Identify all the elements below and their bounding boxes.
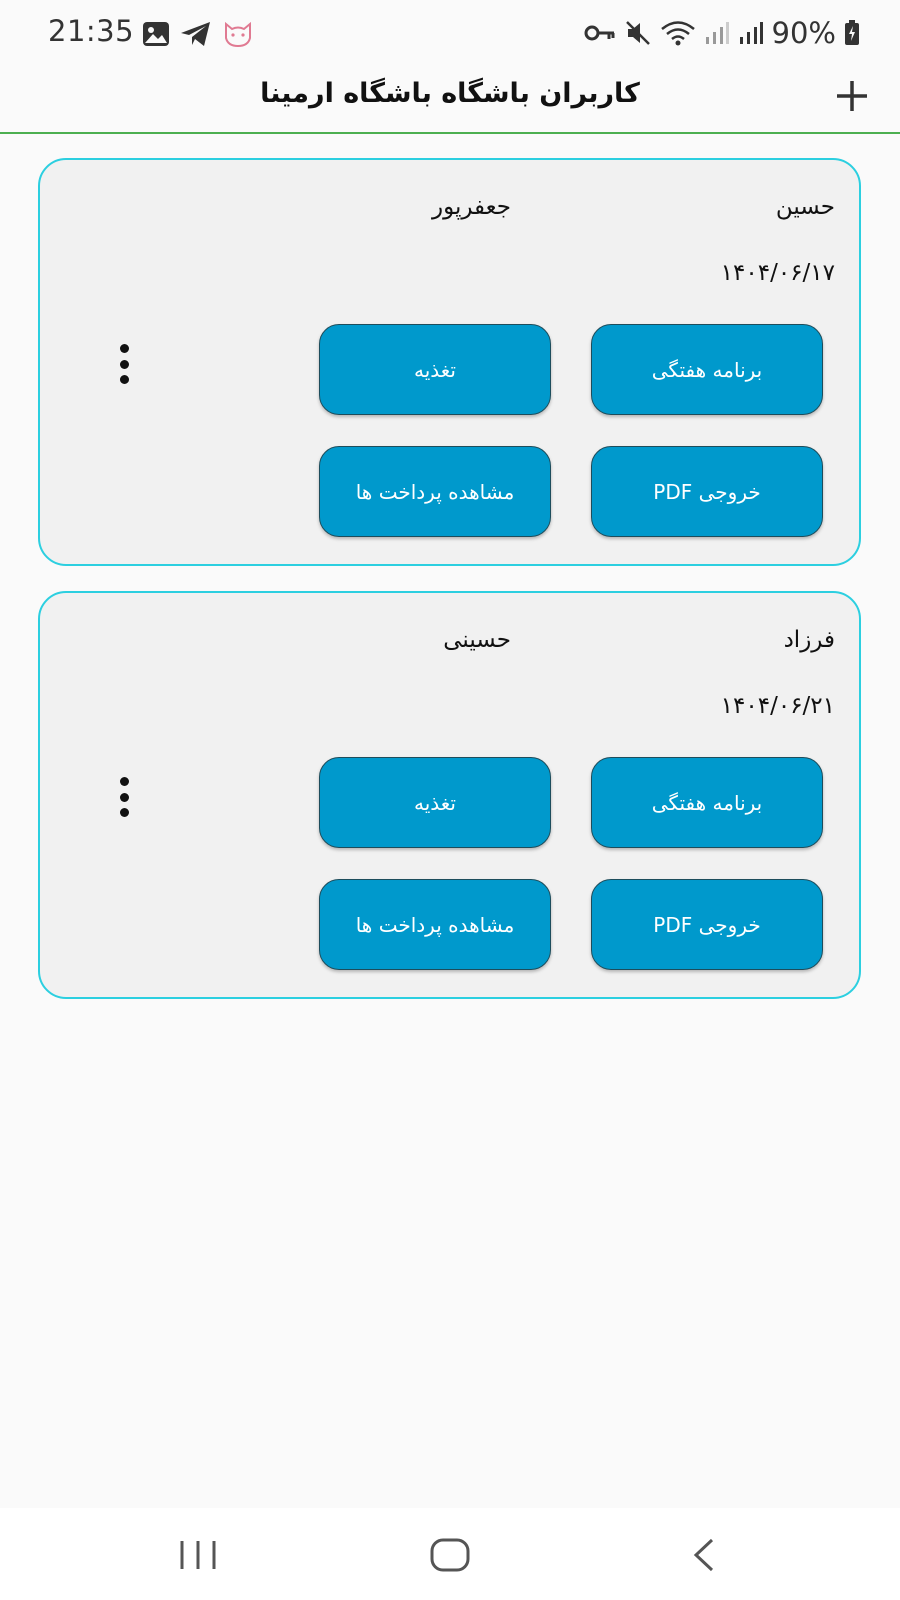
telegram-icon [180, 21, 212, 47]
user-last-name: جعفرپور [431, 194, 511, 220]
battery-icon [844, 20, 860, 46]
battery-level: 90% [771, 16, 836, 50]
user-first-name: حسین [775, 194, 835, 220]
pdf-export-button[interactable]: خروجی PDF [591, 446, 823, 537]
back-button[interactable] [690, 1538, 718, 1576]
wifi-icon [660, 19, 696, 47]
cat-icon [222, 20, 254, 48]
user-first-name: فرزاد [783, 627, 835, 653]
status-bar [0, 0, 900, 70]
user-date: ۱۴۰۴/۰۶/۱۷ [720, 260, 835, 286]
mute-icon [624, 19, 652, 47]
app-bar [0, 70, 900, 134]
view-payments-button[interactable]: مشاهده پرداخت ها [319, 446, 551, 537]
pdf-export-button[interactable]: خروجی PDF [591, 879, 823, 970]
key-icon [584, 23, 616, 43]
page-title: کاربران باشگاه باشگاه ارمینا [260, 78, 640, 109]
signal-icon [704, 21, 730, 45]
recent-apps-icon [178, 1538, 218, 1572]
home-button[interactable] [430, 1538, 470, 1576]
navigation-bar [0, 1508, 900, 1600]
weekly-program-button[interactable]: برنامه هفتگی [591, 757, 823, 848]
more-options-icon[interactable] [110, 777, 138, 817]
view-payments-button[interactable]: مشاهده پرداخت ها [319, 879, 551, 970]
back-icon [690, 1538, 718, 1572]
nutrition-button[interactable]: تغذیه [319, 324, 551, 415]
user-date: ۱۴۰۴/۰۶/۲۱ [720, 693, 835, 719]
recent-apps-button[interactable] [178, 1538, 218, 1576]
nutrition-button[interactable]: تغذیه [319, 757, 551, 848]
more-options-icon[interactable] [110, 344, 138, 384]
user-card [38, 158, 861, 566]
signal-icon [738, 21, 764, 45]
add-user-button[interactable] [832, 76, 872, 116]
image-icon [142, 21, 170, 47]
status-time: 21:35 [48, 14, 135, 48]
user-card [38, 591, 861, 999]
user-last-name: حسینی [443, 627, 511, 653]
plus-icon [834, 78, 870, 114]
home-icon [430, 1538, 470, 1572]
weekly-program-button[interactable]: برنامه هفتگی [591, 324, 823, 415]
